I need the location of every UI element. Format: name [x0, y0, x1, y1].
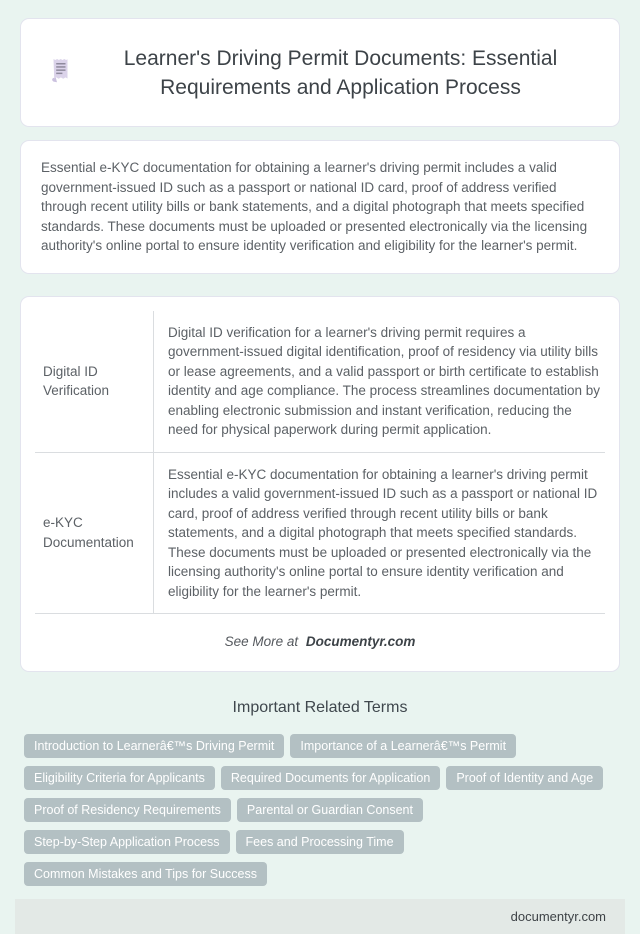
see-more-prefix: See More at — [224, 634, 299, 649]
term-label: Digital ID Verification — [35, 311, 153, 453]
related-term-tag[interactable]: Required Documents for Application — [221, 766, 440, 790]
footer-bar — [15, 899, 625, 934]
see-more-site: Documentyr.com — [305, 634, 416, 649]
table-row — [35, 453, 605, 615]
term-label: e-KYC Documentation — [35, 453, 153, 615]
summary-card — [20, 140, 620, 274]
related-term-tag[interactable]: Step-by-Step Application Process — [24, 830, 230, 854]
title-card — [20, 18, 620, 127]
related-term-tag[interactable]: Eligibility Criteria for Applicants — [24, 766, 215, 790]
related-terms-heading: Important Related Terms — [232, 699, 408, 716]
definitions-table — [35, 311, 605, 615]
term-description: Essential e-KYC documentation for obtaining a learner's driving permit includes a valid government-issued ID such as a passport or national ID card, proof of address verified through recent utility bills or bank statements, and a digital photograph that meets specified standards. These documents must be uploaded or presented electronically via the licensing authority's online portal to ensure identity verification and eligibility for the learner's permit. — [153, 453, 605, 615]
related-term-tag[interactable]: Fees and Processing Time — [236, 830, 404, 854]
term-description: Digital ID verification for a learner's driving permit requires a government-issued digital identification, proof of residency via utility bills or lease agreements, and a valid passport or birth certificate to establish identity and age compliance. The process streamlines documentation by enabling electronic submission and instant verification, reducing the need for physical paperwork during permit application. — [153, 311, 605, 453]
summary-text: Essential e-KYC documentation for obtaining a learner's driving permit includes a valid government-issued ID such as a passport or national ID card, proof of address verified through recent utility bills or bank statements, and a digital photograph that meets specified standards. These documents must be uploaded or presented electronically via the licensing authority's online portal to ensure identity verification and eligibility for the learner's permit. — [41, 160, 588, 253]
related-term-tag[interactable]: Importance of a Learnerâ€™s Permit — [290, 734, 516, 758]
table-row — [35, 311, 605, 453]
related-term-tag[interactable]: Parental or Guardian Consent — [237, 798, 423, 822]
see-more-line — [35, 634, 605, 649]
related-term-tag[interactable]: Proof of Residency Requirements — [24, 798, 231, 822]
receipt-icon — [49, 57, 72, 89]
page-title: Learner's Driving Permit Documents: Essential Requirements and Application Process — [123, 46, 558, 99]
definitions-card — [20, 296, 620, 673]
related-term-tag[interactable]: Proof of Identity and Age — [446, 766, 603, 790]
related-terms-list — [20, 734, 620, 886]
related-term-tag[interactable]: Common Mistakes and Tips for Success — [24, 862, 267, 886]
related-term-tag[interactable]: Introduction to Learnerâ€™s Driving Permit — [24, 734, 284, 758]
footer-site-text: documentyr.com — [510, 909, 606, 924]
